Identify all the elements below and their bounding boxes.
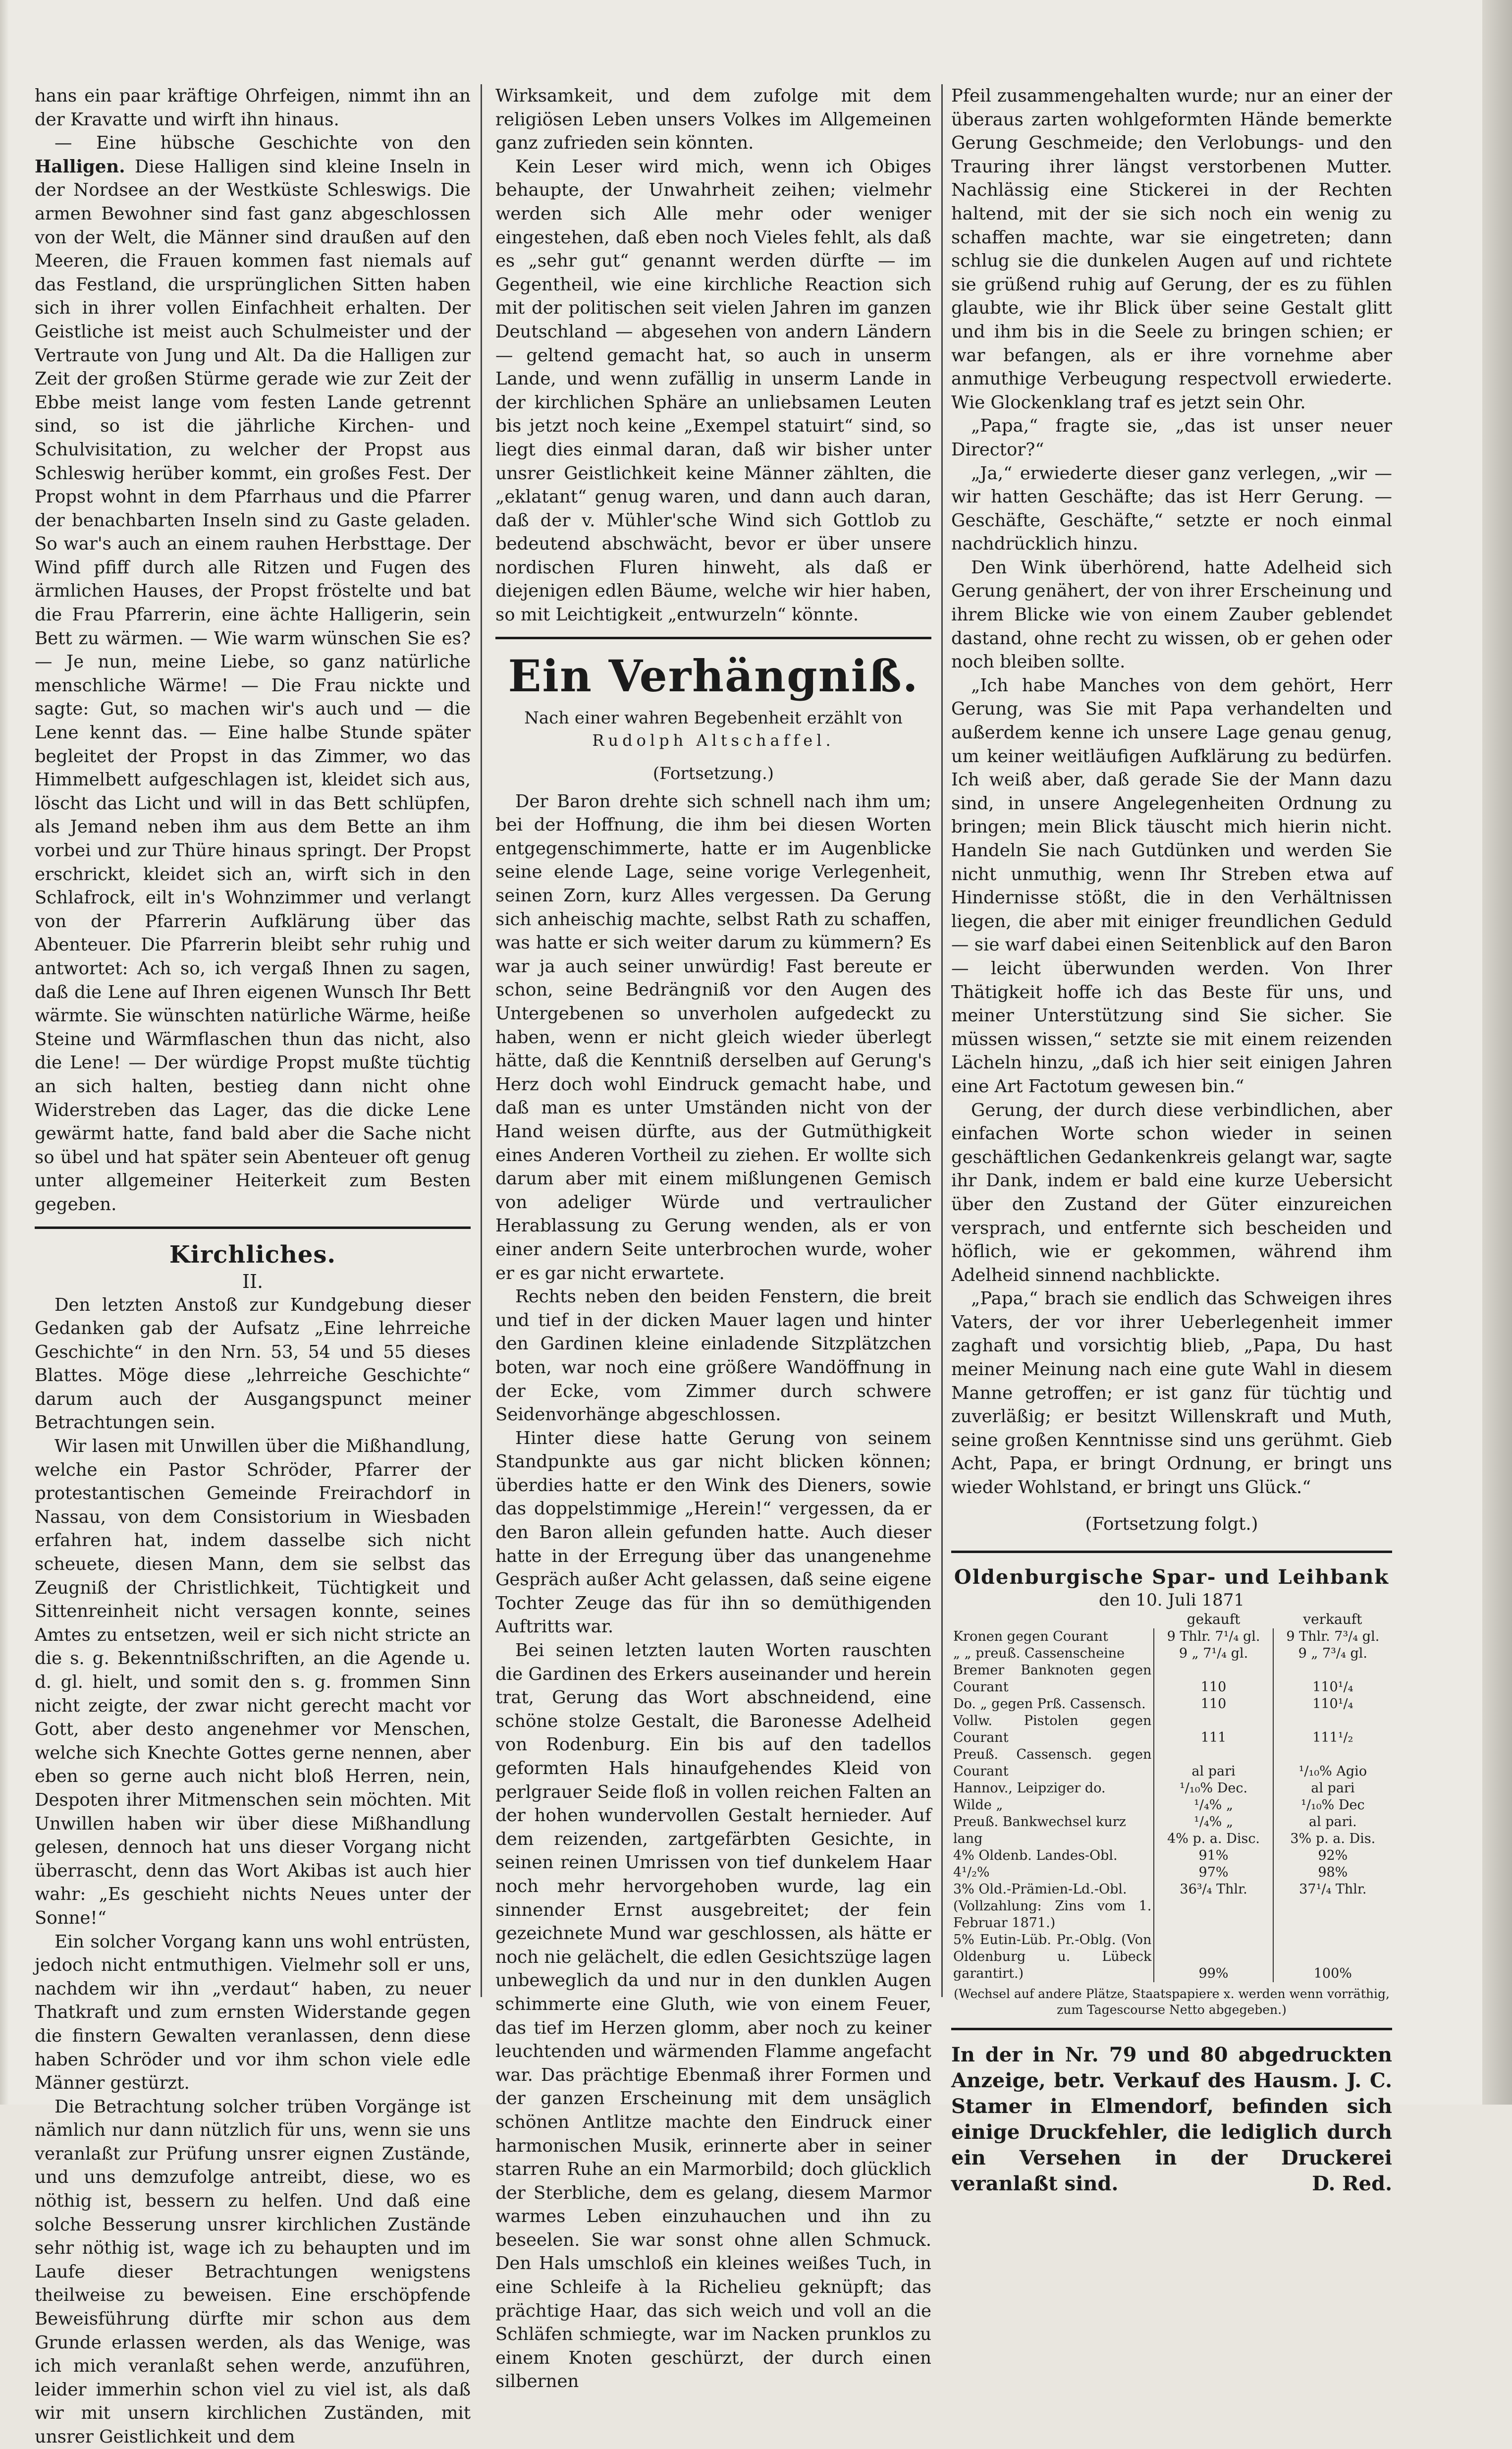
rate-cell-sell: al pari. [1273,1814,1392,1831]
column-header-buy: gekauft [1187,1611,1241,1628]
rate-cell-sell [1273,1898,1392,1932]
rate-cell-buy: 110 [1154,1662,1273,1696]
paragraph: „Papa,“ fragte sie, „das ist unser neuer Director?“ [951,416,1392,460]
paragraph: Der Baron drehte sich schnell nach ihm um; bei der Hoffnung, die ihm bei diesen Worten entgegenschimmerte, hatte er im Augenblicke seine elende Lage, seine vorige Verlegenheit, seinen Zorn, kurz Alles vergessen. Da Gerung sich anheischig machte, selbst Rath zu schaffen, was hatte er sich weiter darum zu kümmern? Es war ja auch seiner unwürdig! Fast bereute er schon, seine Bedrängniß vor den Augen des Untergebenen so unverholen aufgedeckt zu haben, wenn er nicht gleich wieder überlegt hätte, daß die Kenntniß derselben auf Gerung's Herz doch wohl Eindruck gemacht habe, und daß man es unter Umständen nicht von der Hand weisen dürfte, aus der Gutmüthigkeit eines Anderen Vortheil zu ziehen. Er wollte sich darum aber mit einem mißlungenen Gemisch von adeliger Würde und vertraulicher Herablassung zu Gerung wenden, als er von einer andern Seite unterbrochen wurde, woher er es gar nicht erwartete. [495,791,931,1283]
paragraph: Rechts neben den beiden Fenstern, die breit und tief in der dicken Mauer lagen und hinter den Gardinen kleine einladende Sitzplätzchen boten, war noch eine größere Wandöffnung in der Ecke, vom Zimmer durch schwere Seidenvorhänge abgeschlossen. [495,1286,931,1425]
table-row [951,1898,1392,1932]
paragraph-keyword: Halligen. [35,156,125,177]
rate-cell-buy: ¹/₄% „ [1154,1814,1273,1831]
paragraph: hans ein paar kräftige Ohrfeigen, nimmt ihn an der Kravatte und wirft ihn hinaus. [35,86,471,130]
page-right-edge [1482,0,1512,2105]
rate-cell-sell: ¹/₁₀% Dec [1273,1797,1392,1814]
paragraph-text: Diese Halligen sind kleine Inseln in der Nordsee an der Westküste Schleswigs. Die armen Bewohner sind fast ganz abgeschlossen von der Welt, die Männer sind draußen auf den Meeren, die Frauen kommen fast niemals auf das Festland, die ursprünglichen Sitten haben sich in ihrer vollen Einfachheit erhalten. Der Geistliche ist meist auch Schulmeister und der Vertraute von Jung und Alt. Da die Halligen zur Zeit der großen Stürme gerade wie zur Zeit der Ebbe meist lange vom festen Lande getrennt sind, so ist die jährliche Kirchen- und Schulvisitation, zu welcher der Propst aus Schleswig herüber kommt, ein großes Fest. Der Propst wohnt in dem Pfarrhaus und die Pfarrer der benachbarten Inseln sind zu Gaste geladen. So war's auch an einem rauhen Herbsttage. Der Wind pfiff durch alle Ritzen und Fugen des ärmlichen Hauses, der Propst fröstelte und bat die Frau Pfarrerin, eine ächte Halligerin, sein Bett zu wärmen. — Wie warm wünschen Sie es? — Je nun, meine Liebe, so ganz natürliche menschliche Wärme! — Die Frau nickte und sagte: Gut, so machen wir's auch und — die Lene kennt das. — Eine halbe Stunde später begleitet der Propst in das Zimmer, wo das Himmelbett aufgeschlagen ist, kleidet sich aus, löscht das Licht und will in das Bett schlüpfen, als Jemand neben ihm aus dem Bette an ihm vorbei und zur Thüre hinaus springt. Der Propst erschrickt, kleidet sich an, wirft sich in den Schlafrock, eilt in's Wohnzimmer und verlangt von der Pfarrerin Aufklärung über das Abenteuer. Die Pfarrerin bleibt sehr ruhig und antwortet: Ach so, ich vergaß Ihnen zu sagen, daß die Lene auf Ihren eigenen Wunsch Ihr Bett wärmte. Sie wünschten natürliche Wärme, heiße Steine und Wärmflaschen thun das nicht, also die Lene! — Der würdige Propst mußte tüchtig an sich halten, bestieg dann nicht ohne Widerstreben das Lager, das die dicke Lene gewärmt hatte, fand bald aber die Sache nicht so übel und hat später sein Abenteuer oft genug unter allgemeiner Heiterkeit zum Besten gegeben. [35,156,471,1215]
rate-cell-name: Do. „ gegen Prß. Cassensch. [953,1696,1146,1712]
paragraph: Die Betrachtung solcher trüben Vorgänge ist nämlich nur dann nützlich für uns, wenn sie uns veranlaßt zur Prüfung unsrer eignen Zustände, und uns demzufolge antreibt, diese, wo es nöthig ist, bessern zu helfen. Und daß eine solche Besserung unsrer kirchlichen Zustände sehr nöthig ist, wage ich zu behaupten und im Laufe dieser Betrachtungen wenigstens theilweise zu beweisen. Eine erschöpfende Beweisführung dürfte mir schon aus dem Grunde erlassen werden, als das Wenige, was ich mich veranlaßt sehen werde, anzuführen, leider immerhin schon viel zu viel ist, als daß wir mit unsern kirchlichen Zuständen, mit unsrer Geistlichkeit und dem [35,2096,471,2447]
column-divider-1 [481,84,482,1997]
table-row [951,1713,1392,1746]
table-row [951,1932,1392,1982]
story-byline: Nach einer wahren Begebenheit erzählt von [524,708,903,728]
exchange-rates-table [951,1611,1392,1982]
rate-cell-buy: ¹/₄% „ [1154,1797,1273,1814]
table-row [951,1696,1392,1713]
rate-cell-buy: 4% p. a. Disc. [1154,1831,1273,1847]
rate-cell-buy: ¹/₁₀% Dec. [1154,1780,1273,1797]
correction-notice [951,2042,1392,2197]
paragraph: Bei seinen letzten lauten Worten rauschten die Gardinen des Erkers auseinander und herein trat, Gerung das Wort abschneidend, eine schöne stolze Gestalt, die Baronesse Adelheid von Rodenburg. Ein bis auf den tadellos geformten Hals hinaufgehendes Kleid von perlgrauer Seide floß in vollen reichen Falten an der hohen wundervollen Gestalt hernieder. Auf dem reizenden, zartgefärbten Gesichte, in seinen reinen Umrissen von tief dunkelem Haar noch mehr hervorgehoben wurde, lag ein sinnender Ernst ausgebreitet; der fein gezeichnete Mund war geschlossen, als hätte er noch nie gelächelt, die edlen Gesichtszüge lagen unbeweglich da und nur in den dunklen Augen schimmerte eine Gluth, wie von einem Feuer, das tief im Herzen glomm, aber noch zu keiner leuchtenden und wärmenden Flamme angefacht war. Das prächtige Ebenmaß ihrer Formen und der ganzen Erscheinung mit dem unsäglich schönen Antlitze machte den Eindruck einer harmonischen Musik, erinnerte aber in seiner starren Ruhe an ein Marmorbild; doch glücklich der Sterbliche, dem es gelang, diesem Marmor warmes Leben einzuhauchen und ihn zu beseelen. Sie war sonst ohne allen Schmuck. Den Hals umschloß ein kleines weißes Tuch, in eine Schleife à la Richelieu geknüpft; das prächtige Haar, das sich weich und voll an die Schläfen schmiegte, war im Nacken prunklos zu einem Knoten geschürzt, der durch einen silbernen [495,1640,931,2392]
ad-rule [951,1551,1392,1553]
paragraph: Wir lasen mit Unwillen über die Mißhandlung, welche ein Pastor Schröder, Pfarrer der protestantischen Gemeinde Freirachdorf in Nassau, von dem Consistorium in Wiesbaden erfahren hat, indem dasselbe sich nicht scheuete, diesen Mann, dem sie selbst das Zeugniß der Christlichkeit, Tüchtigkeit und Sittenreinheit nicht versagen konnte, seines Amtes zu entsetzen, weil er sich nicht stricte an die s. g. Bekenntnißschriften, an die Agende u. d. gl. hielt, und somit den s. g. frommen Sinn nicht zeigte, der zwar nicht gerecht macht vor Gott, aber desto angenehmer vor Menschen, welche sich Knechte Gottes gerne nennen, aber eben so gerne auch nicht bloß Herren, nein, Despoten ihrer Mitmenschen sein möchten. Mit Unwillen haben wir über diese Mißhandlung gelesen, dennoch hat uns dieser Vorgang nicht überrascht, denn das Wort Akibas ist auch hier wahr: „Es geschieht nichts Neues unter der Sonne!“ [35,1436,471,1928]
rate-cell-name: 4¹/₂% [953,1865,990,1881]
rate-cell-buy: 9 Thlr. 7¹/₄ gl. [1154,1628,1273,1645]
table-row [951,1628,1392,1645]
story-title: Ein Verhängniß. [508,650,919,702]
rate-cell-buy: 97% [1154,1864,1273,1881]
paragraph: „Papa,“ brach sie endlich das Schweigen ihres Vaters, der vor ihrer Ueberlegenheit immer zaghaft und vorsichtig blieb, „Papa, Du hast meiner Meinung nach eine gute Wahl in diesem Manne getroffen; er ist ganz für tüchtig und zuverläßig; er besitzt Willenskraft und Muth, seine großen Kenntnisse sind uns gerühmt. Gieb Acht, Papa, er bringt Ordnung, er bringt uns wieder Wohlstand, er bringt uns Glück.“ [951,1288,1392,1498]
rate-cell-name: lang [953,1831,983,1847]
rate-cell-sell: 9 Thlr. 7³/₄ gl. [1273,1628,1392,1645]
table-row [951,1831,1392,1847]
rate-cell-sell: 9 „ 7³/₄ gl. [1273,1645,1392,1662]
notice-text: In der in Nr. 79 und 80 abgedruckten Anzeige, betr. Verkauf des Hausm. J. C. Stamer in Elmendorf, befinden sich einige Druckfehler, die lediglich durch ein Versehen in der Druckerei veranlaßt sind. [951,2043,1392,2196]
rate-cell-name: 4% Oldenb. Landes-Obl. [953,1848,1118,1864]
rate-cell-name: „ „ preuß. Cassenscheine [953,1646,1125,1662]
notice-rule [951,2028,1392,2030]
rate-cell-sell: 3% p. a. Dis. [1273,1831,1392,1847]
rate-cell-buy: 99% [1154,1932,1273,1982]
table-row [951,1847,1392,1864]
paragraph: Hinter diese hatte Gerung von seinem Standpunkte aus gar nicht blicken können; überdies hatte er den Wink des Dieners, sowie das doppelstimmige „Herein!“ vergessen, da er den Baron allein gefunden hatte. Auch dieser hatte in der Erregung über das unangenehme Gespräch außer Acht gelassen, daß seine eigene Tochter Zeuge das für ihn so demüthigenden Auftritts war. [495,1428,931,1637]
rate-cell-sell: 110¹/₄ [1273,1696,1392,1713]
rate-cell-sell: 37¹/₄ Thlr. [1273,1881,1392,1898]
table-row [951,1746,1392,1780]
rate-cell-name: Preuß. Cassensch. gegen Courant [953,1747,1152,1780]
bank-note: (Wechsel auf andere Plätze, Staatspapiere x. werden wenn vorräthig, zum Tagescourse Netto abgegeben.) [954,1987,1390,2017]
story-rule [495,637,931,639]
rates-body [951,1628,1392,1982]
rate-cell-name: Bremer Banknoten gegen Courant [953,1663,1152,1695]
paragraph: Ein solcher Vorgang kann uns wohl entrüsten, jedoch nicht entmuthigen. Vielmehr soll er uns, nachdem wir ihn „verdaut“ haben, zu neuer Thatkraft und zum ernsten Widerstande gegen die finstern Gewalten veranlassen, denn diese haben Schröder und vor ihm schon viele edle Männer gestürzt. [35,1931,471,2094]
paragraph: Den letzten Anstoß zur Kundgebung dieser Gedanken gab der Aufsatz „Eine lehrreiche Geschichte“ in den Nrn. 53, 54 und 55 dieses Blattes. Möge diese „lehrreiche Geschichte“ darum auch der Ausgangspunct meiner Betrachtungen sein. [35,1294,471,1433]
paragraph: „Ja,“ erwiederte dieser ganz verlegen, „wir — wir hatten Geschäfte; das ist Herr Gerung. — Geschäfte, Geschäfte,“ setzte er noch einmal nachdrücklich hinzu. [951,463,1392,555]
rate-cell-buy: 91% [1154,1847,1273,1864]
rate-cell-sell: al pari [1273,1780,1392,1797]
rate-cell-name: Kronen gegen Courant [953,1629,1108,1645]
section-rule [35,1226,471,1229]
paragraph: Pfeil zusammengehalten wurde; nur an einer der überaus zarten wohlgeformten Hände bemerkte Gerung Geschmeide; den Verlobungs- und den Trauring ihrer längst verstorbenen Mutter. Nachlässig eine Stickerei in der Rechten haltend, mit der sie sich noch ein wenig zu schaffen machte, war sie eingetreten; dann schlug sie die dunkelen Augen auf und richtete sie grüßend ruhig auf Gerung, der es zu fühlen glaubte, wie ihr Blick über seine Gestalt glitt und ihm bis in die Seele zu bringen schien; er war befangen, als er ihre vornehme aber anmuthige Verbeugung respectvoll erwiederte. Wie Glockenklang traf es jetzt sein Ohr. [951,86,1392,413]
table-row [951,1780,1392,1797]
table-row [951,1797,1392,1814]
rate-cell-sell: 110¹/₄ [1273,1662,1392,1696]
rate-cell-name: (Vollzahlung: Zins vom 1. Februar 1871.) [953,1898,1152,1931]
column-header-sell: verkauft [1303,1611,1362,1628]
rate-cell-buy: 111 [1154,1713,1273,1746]
table-row [951,1645,1392,1662]
halligen-paragraph [35,131,471,1216]
rate-cell-buy: al pari [1154,1746,1273,1780]
rate-cell-sell: 98% [1273,1864,1392,1881]
rate-cell-name: Vollw. Pistolen gegen Courant [953,1713,1152,1746]
column-2 [495,84,931,2393]
to-be-continued: (Fortsetzung folgt.) [1085,1513,1258,1534]
rate-cell-name: 5% Eutin-Lüb. Pr.-Oblg. (Von Oldenburg u. Lübeck garantirt.) [953,1932,1152,1982]
table-row [951,1881,1392,1898]
paragraph: Den Wink überhörend, hatte Adelheid sich Gerung genähert, der von ihrer Erscheinung und ihrem Blicke wie von einem Zauber geblendet dastand, ohne recht zu wissen, ob er gehen oder noch bleiben sollte. [951,557,1392,672]
bank-title: Oldenburgische Spar- und Leihbank [954,1565,1390,1589]
rate-cell-buy [1154,1898,1273,1932]
column-header-item [951,1611,1154,1628]
story-author: Rudolph Altschaffel. [592,730,835,750]
paragraph: Wirksamkeit, und dem zufolge mit dem religiösen Leben unsers Volkes im Allgemeinen ganz zufrieden sein könnten. [495,86,931,154]
column-1 [35,84,471,2449]
rate-cell-sell: ¹/₁₀% Agio [1273,1746,1392,1780]
rate-cell-name: Preuß. Bankwechsel kurz [953,1814,1126,1830]
paragraph: Gerung, der durch diese verbindlichen, aber einfachen Worte schon wieder in seinen geschäftlichen Gedankenkreis gelangt war, sagte ihr Dank, indem er bald eine kurze Uebersicht über den Zustand der Güter einzureichen versprach, und entfernte sich bescheiden und höflich, wie er gekommen, während ihm Adelheid sinnend nachblickte. [951,1100,1392,1285]
rate-cell-name: Wilde „ [953,1797,1003,1813]
bank-rates-advert [951,1565,1392,2018]
rate-cell-buy: 110 [1154,1696,1273,1713]
notice-signature: D. Red. [1312,2172,1392,2196]
rate-cell-buy: 36³/₄ Thlr. [1154,1881,1273,1898]
paragraph-text: — Eine hübsche Geschichte von den [54,133,471,154]
table-row [951,1864,1392,1881]
rate-cell-name: 3% Old.-Prämien-Ld.-Obl. [953,1882,1127,1897]
continuation-note: (Fortsetzung.) [652,763,774,783]
bank-date: den 10. Juli 1871 [1098,1590,1245,1611]
table-row [951,1662,1392,1696]
rate-cell-sell: 92% [1273,1847,1392,1864]
rate-cell-sell: 111¹/₂ [1273,1713,1392,1746]
section-number: II. [242,1270,264,1292]
column-3 [951,84,1392,2197]
page-left-edge [0,0,9,2105]
column-divider-2 [941,84,943,1997]
paragraph: Kein Leser wird mich, wenn ich Obiges behaupte, der Unwahrheit zeihen; vielmehr werden sich Alle mehr oder weniger eingestehen, daß eben noch Vieles fehlt, als daß es „sehr gut“ genannt werden dürfte — im Gegentheil, wie eine kirchliche Reaction sich mit der politischen seit vielen Jahren im ganzen Deutschland — abgesehen von andern Ländern — geltend gemacht hat, so auch in unserm Lande, und wenn zufällig in unserm Lande in der kirchlichen Sphäre an unliebsamen Leuten bis jetzt noch keine „Exempel statuirt“ sind, so liegt dies einmal daran, daß wir bisher unter unsrer Geistlichkeit keine Männer zählten, die „eklatant“ genug waren, und dann auch daran, daß der v. Mühler'sche Wind sich Gottlob zu bedeutend abschwächt, bevor er über unsere nordischen Fluren hinweht, als daß er diejenigen edlen Bäume, welche wir hier haben, so mit Leichtigkeit „entwurzeln“ könnte. [495,156,931,625]
rate-cell-sell: 100% [1273,1932,1392,1982]
table-header-row [951,1611,1392,1628]
section-title: Kirchliches. [169,1240,336,1269]
rate-cell-name: Hannov., Leipziger do. [953,1781,1106,1796]
table-row [951,1814,1392,1831]
paragraph: „Ich habe Manches von dem gehört, Herr Gerung, was Sie mit Papa verhandelten und außerdem kenne ich unsere Lage genau genug, um keiner weitläufigen Aufklärung zu bedürfen. Ich weiß aber, daß gerade Sie der Mann dazu sind, in unsere Angelegenheiten Ordnung zu bringen; mein Blick täuscht mich hierin nicht. Handeln Sie nach Gutdünken und werden Sie nicht unmuthig, wenn Ihr Streben etwa auf Hindernisse stößt, die in den Verhältnissen liegen, die aber mit einiger freundlichen Geduld — sie warf dabei einen Seitenblick auf den Baron — leicht überwunden werden. Von Ihrer Thätigkeit hoffe ich das Beste für uns, und meiner Unterstützung sind Sie sicher. Sie müssen wissen,“ setzte sie mit einem reizenden Lächeln hinzu, „daß ich hier seit einigen Jahren eine Art Factotum gewesen bin.“ [951,675,1392,1097]
rate-cell-buy: 9 „ 7¹/₄ gl. [1154,1645,1273,1662]
